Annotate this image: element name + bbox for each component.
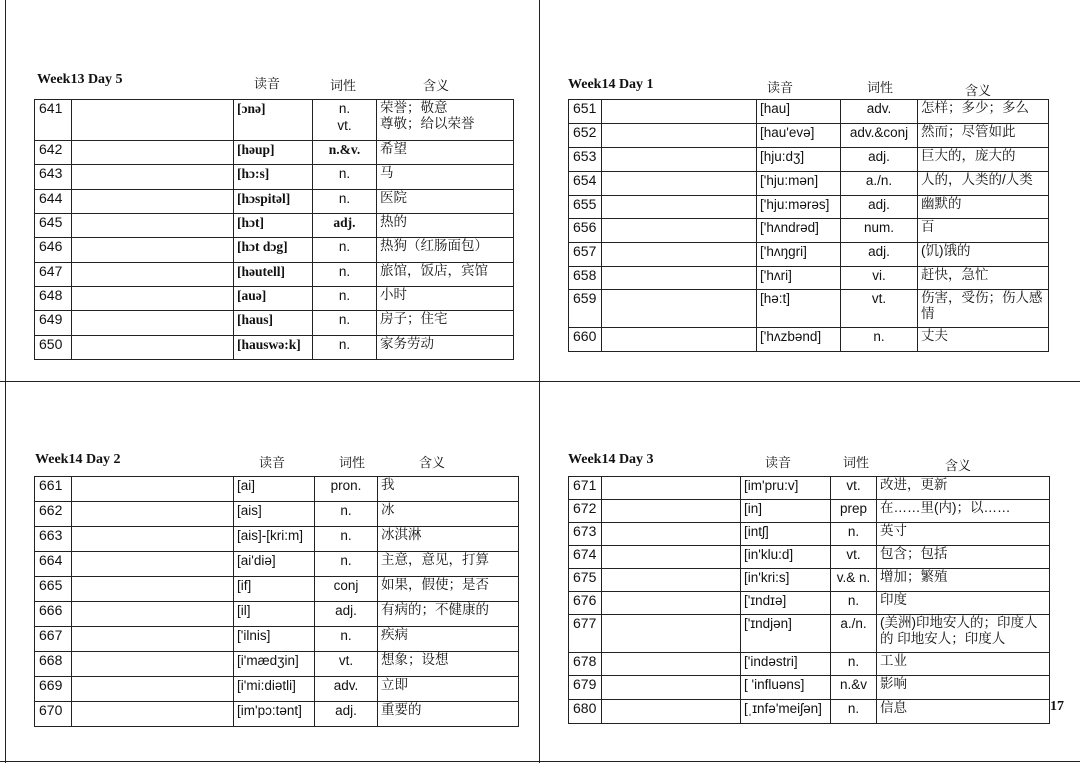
entry-word-blank (602, 148, 757, 172)
entry-meaning: (美洲)印地安人的；印度人的 印地安人；印度人 (877, 615, 1050, 653)
entry-phonetic: [hju:dʒ] (757, 148, 841, 172)
vocab-table-week14-day3 (568, 476, 1050, 724)
entry-number: 654 (569, 172, 602, 196)
entry-number: 657 (569, 243, 602, 267)
entry-meaning: 旅馆，饭店，宾馆 (377, 263, 514, 287)
entry-part-of-speech: vt. (831, 546, 877, 569)
header-pronunciation: 读音 (254, 77, 281, 92)
entry-part-of-speech: n. (315, 627, 378, 652)
table-row (35, 190, 514, 214)
entry-part-of-speech: adj. (313, 214, 377, 238)
entry-phonetic: ['hju:mərəs] (757, 196, 841, 219)
table-row (35, 214, 514, 238)
entry-part-of-speech: vt. (841, 290, 918, 328)
entry-phonetic: ['ilnis] (234, 627, 315, 652)
header-pronunciation: 读音 (767, 81, 794, 96)
entry-phonetic: [ai'diə] (234, 552, 315, 577)
table-row (569, 546, 1050, 569)
entry-phonetic: [ˌɪnfə'meiʃən] (741, 700, 831, 724)
table-row (35, 527, 519, 552)
entry-word-blank (602, 477, 741, 500)
entry-word-blank (602, 500, 741, 523)
entry-number: 667 (35, 627, 72, 652)
entry-word-blank (602, 172, 757, 196)
entry-word-blank (602, 569, 741, 592)
entry-word-blank (72, 214, 234, 238)
entry-phonetic: ['hʌri] (757, 267, 841, 290)
entry-meaning: 有病的；不健康的 (378, 602, 519, 627)
entry-word-blank (602, 523, 741, 546)
entry-part-of-speech: n. (315, 502, 378, 527)
entry-phonetic: ['indəstri] (741, 653, 831, 676)
entry-number: 677 (569, 615, 602, 653)
entry-part-of-speech: n. (313, 336, 377, 360)
entry-number: 676 (569, 592, 602, 615)
entry-meaning: 幽默的 (918, 196, 1049, 219)
table-row (569, 219, 1049, 243)
header-meaning: 含义 (945, 459, 972, 474)
entry-phonetic: ['ɪndjən] (741, 615, 831, 653)
table-row (35, 141, 514, 165)
header-pronunciation: 读音 (259, 456, 286, 471)
header-part-of-speech: 词性 (843, 456, 870, 471)
entry-phonetic: [intʃ] (741, 523, 831, 546)
table-row (569, 100, 1049, 124)
table-row (569, 569, 1050, 592)
entry-part-of-speech: n. (841, 328, 918, 352)
entry-word-blank (72, 100, 234, 141)
entry-phonetic: ['hʌŋgri] (757, 243, 841, 267)
header-part-of-speech: 词性 (339, 456, 366, 471)
entry-part-of-speech: adj. (315, 602, 378, 627)
table-row (35, 100, 514, 141)
entry-word-blank (602, 615, 741, 653)
table-row (569, 523, 1050, 546)
table-row (35, 263, 514, 287)
entry-part-of-speech: n. (313, 311, 377, 336)
header-part-of-speech: 词性 (330, 79, 357, 94)
entry-phonetic: [if] (234, 577, 315, 602)
entry-meaning: 如果，假使；是否 (378, 577, 519, 602)
entry-number: 671 (569, 477, 602, 500)
entry-word-blank (72, 652, 234, 677)
entry-part-of-speech: vt. (831, 477, 877, 500)
entry-part-of-speech: a./n. (841, 172, 918, 196)
section-title: Week14 Day 2 (35, 452, 121, 467)
entry-meaning: 房子；住宅 (377, 311, 514, 336)
entry-phonetic: [im'pru:v] (741, 477, 831, 500)
entry-number: 674 (569, 546, 602, 569)
entry-number: 644 (35, 190, 72, 214)
entry-meaning: 怎样；多少；多么 (918, 100, 1049, 124)
entry-part-of-speech: pron. (315, 477, 378, 502)
entry-meaning: 立即 (378, 677, 519, 702)
entry-number: 646 (35, 238, 72, 263)
entry-word-blank (72, 552, 234, 577)
table-row (569, 592, 1050, 615)
entry-number: 655 (569, 196, 602, 219)
entry-phonetic: [həutell] (234, 263, 313, 287)
table-row (569, 148, 1049, 172)
entry-word-blank (602, 546, 741, 569)
entry-word-blank (602, 219, 757, 243)
table-row (35, 627, 519, 652)
entry-number: 661 (35, 477, 72, 502)
table-row (35, 311, 514, 336)
entry-word-blank (602, 592, 741, 615)
vocab-table-week14-day2 (34, 476, 519, 727)
entry-part-of-speech: num. (841, 219, 918, 243)
entry-number: 656 (569, 219, 602, 243)
entry-word-blank (602, 267, 757, 290)
table-row (35, 165, 514, 190)
vocab-table-week13-day5 (34, 99, 514, 360)
entry-number: 649 (35, 311, 72, 336)
entry-meaning: 赶快，急忙 (918, 267, 1049, 290)
entry-word-blank (72, 702, 234, 727)
table-row (35, 702, 519, 727)
entry-number: 672 (569, 500, 602, 523)
entry-meaning: 百 (918, 219, 1049, 243)
table-row (35, 602, 519, 627)
table-row (569, 676, 1050, 700)
header-meaning: 含义 (423, 79, 450, 94)
entry-meaning: 伤害，受伤；伤人感情 (918, 290, 1049, 328)
entry-number: 643 (35, 165, 72, 190)
entry-number: 680 (569, 700, 602, 724)
header-pronunciation: 读音 (765, 456, 792, 471)
table-row (35, 552, 519, 577)
entry-meaning: 主意，意见，打算 (378, 552, 519, 577)
entry-word-blank (72, 287, 234, 311)
entry-word-blank (72, 141, 234, 165)
table-row (35, 477, 519, 502)
entry-phonetic: [i'mi:diətli] (234, 677, 315, 702)
entry-number: 665 (35, 577, 72, 602)
table-row (569, 700, 1050, 724)
entry-meaning: 重要的 (378, 702, 519, 727)
page-number: 17 (1050, 699, 1064, 714)
entry-word-blank (72, 502, 234, 527)
entry-part-of-speech: adv. (841, 100, 918, 124)
entry-part-of-speech: n. (313, 263, 377, 287)
table-row (35, 652, 519, 677)
entry-meaning: 然而；尽管如此 (918, 124, 1049, 148)
entry-part-of-speech: vi. (841, 267, 918, 290)
entry-part-of-speech: n. (313, 287, 377, 311)
entry-part-of-speech: vt. (315, 652, 378, 677)
entry-meaning: 工业 (877, 653, 1050, 676)
entry-phonetic: [haus] (234, 311, 313, 336)
entry-meaning: 人的，人类的/人类 (918, 172, 1049, 196)
entry-part-of-speech: a./n. (831, 615, 877, 653)
entry-number: 659 (569, 290, 602, 328)
horizontal-divider (0, 381, 1080, 382)
entry-word-blank (72, 311, 234, 336)
table-row (35, 677, 519, 702)
entry-meaning: 荣誉；敬意 尊敬；给以荣誉 (377, 100, 514, 141)
entry-phonetic: [hau] (757, 100, 841, 124)
table-row (569, 267, 1049, 290)
table-row (569, 500, 1050, 523)
entry-meaning: 热的 (377, 214, 514, 238)
entry-part-of-speech: adj. (841, 243, 918, 267)
entry-phonetic: [ais]-[kri:m] (234, 527, 315, 552)
entry-part-of-speech: n. (313, 190, 377, 214)
entry-number: 653 (569, 148, 602, 172)
entry-number: 642 (35, 141, 72, 165)
entry-part-of-speech: adv. (315, 677, 378, 702)
entry-part-of-speech: adv.&conj (841, 124, 918, 148)
entry-number: 678 (569, 653, 602, 676)
entry-part-of-speech: n. vt. (313, 100, 377, 141)
entry-phonetic: [hɔspitəl] (234, 190, 313, 214)
entry-part-of-speech: n. (315, 527, 378, 552)
entry-meaning: 希望 (377, 141, 514, 165)
entry-number: 658 (569, 267, 602, 290)
entry-phonetic: [in'klu:d] (741, 546, 831, 569)
entry-meaning: 丈夫 (918, 328, 1049, 352)
entry-word-blank (602, 196, 757, 219)
entry-word-blank (72, 602, 234, 627)
entry-meaning: 影响 (877, 676, 1050, 700)
entry-word-blank (72, 527, 234, 552)
entry-phonetic: [ai] (234, 477, 315, 502)
entry-number: 663 (35, 527, 72, 552)
entry-part-of-speech: adj. (841, 148, 918, 172)
entry-part-of-speech: n. (315, 552, 378, 577)
entry-phonetic: [in] (741, 500, 831, 523)
entry-number: 668 (35, 652, 72, 677)
entry-phonetic: [in'kri:s] (741, 569, 831, 592)
entry-phonetic: [il] (234, 602, 315, 627)
entry-part-of-speech: prep (831, 500, 877, 523)
entry-number: 645 (35, 214, 72, 238)
entry-meaning: 冰 (378, 502, 519, 527)
table-row (569, 328, 1049, 352)
entry-meaning: 在……里(内)；以…… (877, 500, 1050, 523)
entry-part-of-speech: n.&v (831, 676, 877, 700)
entry-meaning: 英寸 (877, 523, 1050, 546)
section-title: Week14 Day 1 (568, 77, 654, 92)
entry-word-blank (602, 243, 757, 267)
table-row (35, 287, 514, 311)
header-meaning: 含义 (419, 456, 446, 471)
entry-meaning: 小时 (377, 287, 514, 311)
header-part-of-speech: 词性 (867, 81, 894, 96)
entry-phonetic: [ 'influəns] (741, 676, 831, 700)
entry-word-blank (72, 165, 234, 190)
entry-word-blank (72, 263, 234, 287)
table-row (569, 615, 1050, 653)
entry-meaning: 医院 (377, 190, 514, 214)
entry-word-blank (72, 336, 234, 360)
entry-phonetic: ['hju:mən] (757, 172, 841, 196)
table-row (569, 290, 1049, 328)
entry-number: 664 (35, 552, 72, 577)
entry-word-blank (72, 190, 234, 214)
entry-word-blank (72, 677, 234, 702)
entry-phonetic: [hɔt dɔg] (234, 238, 313, 263)
entry-meaning: 我 (378, 477, 519, 502)
entry-word-blank (72, 577, 234, 602)
entry-number: 641 (35, 100, 72, 141)
vocab-table-week14-day1 (568, 99, 1049, 352)
entry-phonetic: [auə] (234, 287, 313, 311)
table-row (569, 477, 1050, 500)
entry-meaning: 印度 (877, 592, 1050, 615)
entry-part-of-speech: n. (313, 165, 377, 190)
entry-meaning: 想象；设想 (378, 652, 519, 677)
entry-meaning: 巨大的，庞大的 (918, 148, 1049, 172)
entry-word-blank (72, 627, 234, 652)
entry-phonetic: [hauswə:k] (234, 336, 313, 360)
header-meaning: 含义 (965, 84, 992, 99)
entry-word-blank (602, 124, 757, 148)
entry-part-of-speech: adj. (841, 196, 918, 219)
entry-part-of-speech: adj. (315, 702, 378, 727)
entry-meaning: 马 (377, 165, 514, 190)
entry-part-of-speech: conj (315, 577, 378, 602)
entry-phonetic: [hə:t] (757, 290, 841, 328)
entry-number: 673 (569, 523, 602, 546)
entry-meaning: 疾病 (378, 627, 519, 652)
entry-part-of-speech: n. (831, 653, 877, 676)
table-row (569, 172, 1049, 196)
entry-number: 675 (569, 569, 602, 592)
entry-part-of-speech: v.& n. (831, 569, 877, 592)
entry-meaning: 家务劳动 (377, 336, 514, 360)
entry-number: 679 (569, 676, 602, 700)
entry-phonetic: [hɔt] (234, 214, 313, 238)
entry-part-of-speech: n. (831, 700, 877, 724)
table-row (35, 336, 514, 360)
entry-word-blank (72, 477, 234, 502)
entry-phonetic: [ais] (234, 502, 315, 527)
section-title: Week14 Day 3 (568, 452, 654, 467)
entry-meaning: (饥)饿的 (918, 243, 1049, 267)
entry-number: 662 (35, 502, 72, 527)
entry-part-of-speech: n. (313, 238, 377, 263)
table-row (569, 196, 1049, 219)
entry-number: 670 (35, 702, 72, 727)
entry-meaning: 热狗（红肠面包） (377, 238, 514, 263)
entry-number: 669 (35, 677, 72, 702)
entry-number: 660 (569, 328, 602, 352)
entry-phonetic: [ɔnə] (234, 100, 313, 141)
table-row (569, 243, 1049, 267)
entry-phonetic: [im'pɔ:tənt] (234, 702, 315, 727)
entry-meaning: 增加；繁殖 (877, 569, 1050, 592)
entry-part-of-speech: n. (831, 523, 877, 546)
entry-number: 650 (35, 336, 72, 360)
entry-number: 666 (35, 602, 72, 627)
table-row (569, 653, 1050, 676)
entry-phonetic: [i'mædʒin] (234, 652, 315, 677)
entry-number: 652 (569, 124, 602, 148)
entry-meaning: 信息 (877, 700, 1050, 724)
entry-phonetic: ['hʌndrəd] (757, 219, 841, 243)
entry-word-blank (602, 290, 757, 328)
table-row (35, 238, 514, 263)
table-row (35, 577, 519, 602)
entry-word-blank (602, 328, 757, 352)
entry-phonetic: ['hʌzbənd] (757, 328, 841, 352)
entry-word-blank (602, 676, 741, 700)
entry-meaning: 包含；包括 (877, 546, 1050, 569)
entry-number: 647 (35, 263, 72, 287)
entry-word-blank (602, 653, 741, 676)
entry-meaning: 改进，更新 (877, 477, 1050, 500)
entry-word-blank (602, 100, 757, 124)
entry-meaning: 冰淇淋 (378, 527, 519, 552)
entry-phonetic: [həup] (234, 141, 313, 165)
page-bottom-border (0, 761, 1080, 762)
entry-part-of-speech: n. (831, 592, 877, 615)
entry-word-blank (602, 700, 741, 724)
entry-part-of-speech: n.&v. (313, 141, 377, 165)
table-row (35, 502, 519, 527)
table-row (569, 124, 1049, 148)
entry-phonetic: ['ɪndɪə] (741, 592, 831, 615)
entry-number: 648 (35, 287, 72, 311)
entry-word-blank (72, 238, 234, 263)
section-title: Week13 Day 5 (37, 72, 123, 87)
entry-phonetic: [hɔ:s] (234, 165, 313, 190)
entry-phonetic: [hau'evə] (757, 124, 841, 148)
entry-number: 651 (569, 100, 602, 124)
